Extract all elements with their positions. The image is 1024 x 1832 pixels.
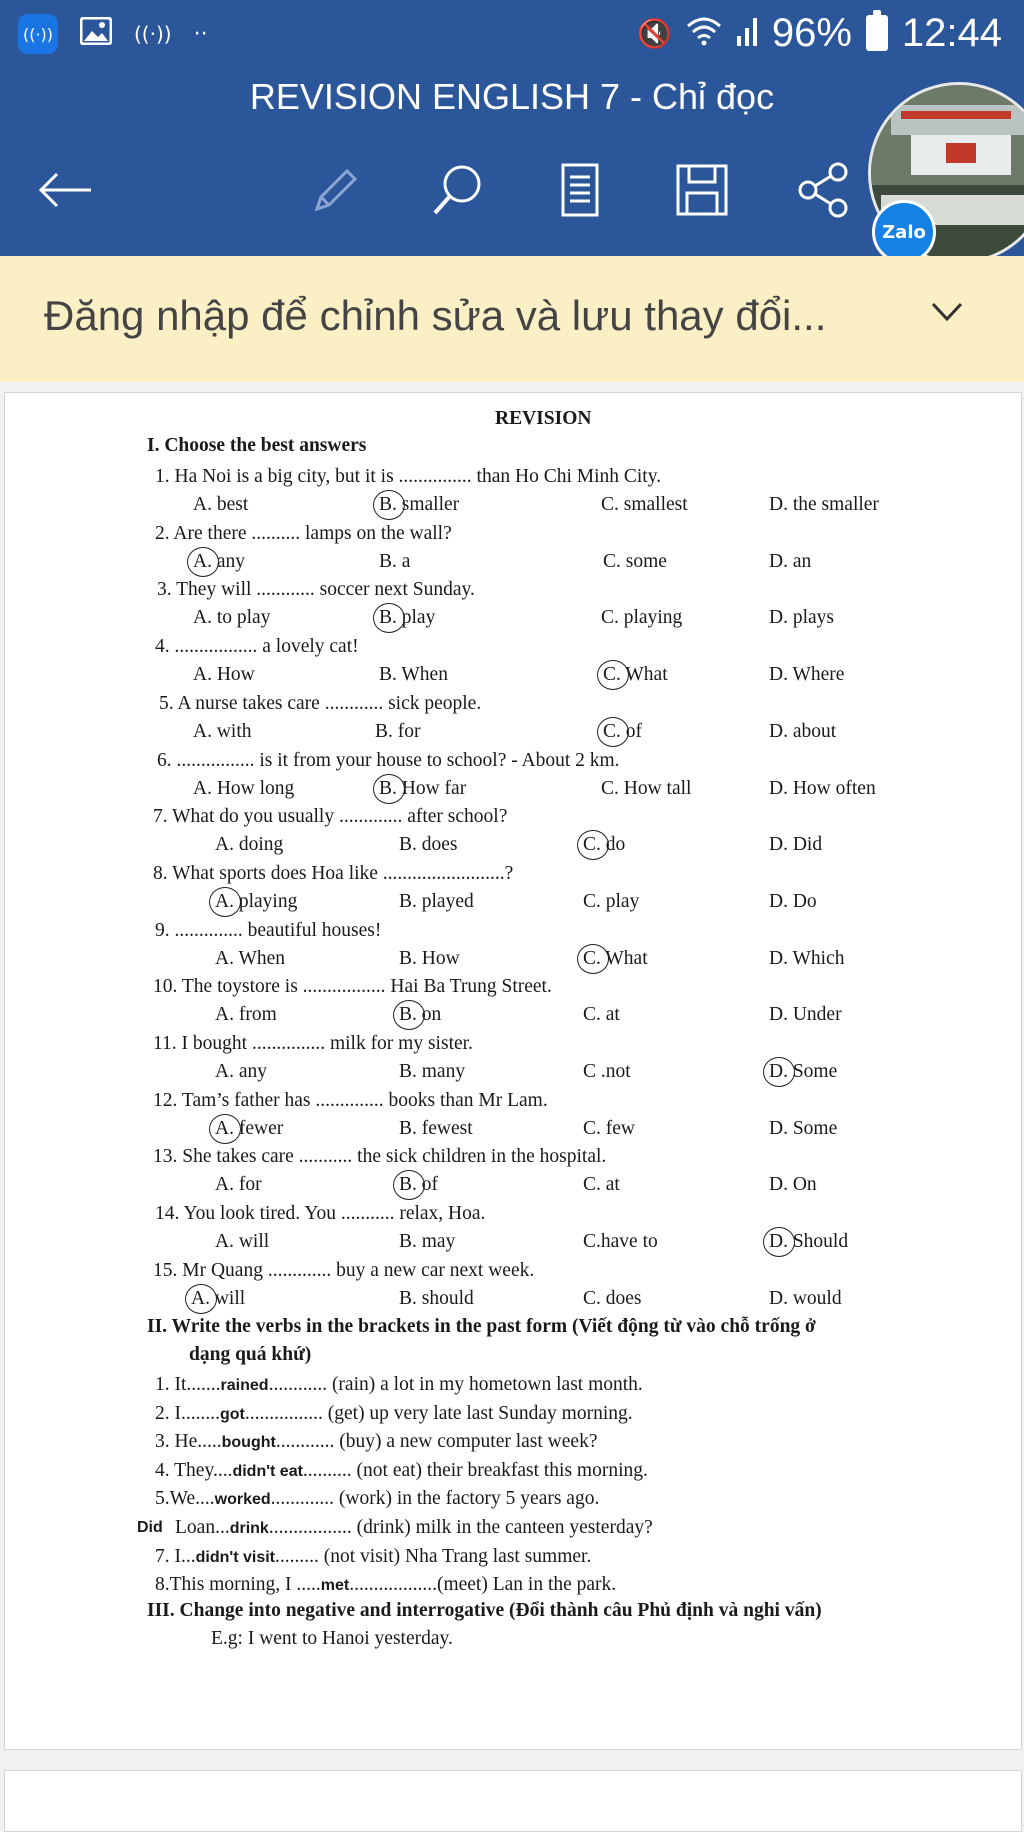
question-1-choice-d: D. the smaller (769, 494, 879, 515)
item-suffix: ................ (get) up very late last Sunday morning. (244, 1402, 633, 1424)
battery-icon (866, 15, 888, 51)
question-2-choice-a: A. any (193, 550, 245, 572)
question-4-choice-d: D. Where (769, 664, 845, 686)
question-6-choice-b: B. How far (379, 777, 467, 799)
question-6-choice-d: D. How often (769, 777, 876, 799)
question-3: 3. They will ............ soccer next Sunday. (157, 579, 475, 601)
question-9-choice-b: B. How (399, 947, 460, 969)
question-2: 2. Are there .......... lamps on the wall? (155, 522, 452, 544)
past-form-item-4 (155, 1459, 648, 1484)
question-6-choice-c: C. How tall (601, 777, 692, 799)
question-15-choice-d: D. would (769, 1287, 842, 1309)
question-4: 4. ................. a lovely cat! (155, 636, 359, 658)
answer-circle (577, 944, 609, 974)
question-1-choice-b: B. smaller (379, 494, 460, 515)
item-prefix: 3. He..... (155, 1431, 222, 1453)
question-13: 13. She takes care ........... the sick children in the hospital. (153, 1146, 607, 1168)
search-icon[interactable] (418, 150, 498, 230)
item-suffix: ......... (not visit) Nha Trang last summer. (274, 1545, 592, 1567)
answer-circle (209, 1114, 241, 1144)
item-prefix: 5.We.... (155, 1488, 215, 1510)
question-15-choice-c: C. does (583, 1287, 642, 1309)
question-1: 1. Ha Noi is a big city, but it is ............... than Ho Chi Minh City. (155, 466, 662, 487)
answer-circle (597, 660, 629, 690)
question-4-choice-a: A. How (193, 664, 255, 686)
question-7-choice-d: D. Did (769, 834, 823, 856)
past-form-item-3 (155, 1430, 597, 1455)
past-form-item-7 (155, 1545, 591, 1570)
question-13-choice-a: A. for (215, 1174, 262, 1196)
back-icon[interactable] (25, 150, 105, 230)
handwritten-did: Did (137, 1519, 163, 1536)
gallery-icon (80, 17, 112, 51)
question-7: 7. What do you usually ............. after school? (153, 806, 508, 828)
answer-circle (373, 774, 405, 804)
reading-view-icon[interactable] (540, 150, 620, 230)
question-12-choice-b: B. fewest (399, 1117, 473, 1139)
question-4-choice-c: C. What (603, 664, 668, 686)
question-14-choice-a: A. will (215, 1231, 270, 1253)
section-3-example: E.g: I went to Hanoi yesterday. (211, 1628, 453, 1649)
revision-title: REVISION (495, 408, 592, 429)
past-form-item-6 (175, 1516, 653, 1541)
answer-circle (185, 1284, 217, 1314)
answer-circle (763, 1227, 795, 1257)
item-prefix: 4. They.... (155, 1459, 233, 1481)
wifi-hotspot-app-icon: ((·)) (18, 14, 58, 54)
answer-circle (373, 490, 405, 520)
handwritten-answer: didn't visit (195, 1548, 275, 1566)
question-5: 5. A nurse takes care ............ sick people. (159, 692, 482, 714)
question-14-choice-c: C.have to (583, 1231, 658, 1253)
question-9: 9. .............. beautiful houses! (155, 919, 382, 941)
question-7-choice-b: B. does (399, 834, 458, 856)
question-3-choice-b: B. play (379, 607, 436, 629)
question-1-choice-a: A. best (193, 494, 249, 515)
question-9-choice-a: A. When (215, 947, 286, 969)
document-title: REVISION ENGLISH 7 - Chỉ đọc (249, 76, 775, 117)
handwritten-answer: worked (214, 1491, 271, 1509)
chevron-down-icon[interactable] (930, 300, 964, 328)
answer-circle (209, 887, 241, 917)
answer-circle (597, 717, 629, 747)
handwritten-answer: met (320, 1577, 350, 1595)
question-8-choice-d: D. Do (769, 890, 817, 912)
question-11: 11. I bought ............... milk for my sister. (153, 1033, 473, 1054)
question-2-choice-b: B. a (379, 550, 411, 572)
question-8-choice-a: A. playing (215, 890, 298, 912)
question-11-choice-d: D. Some (769, 1061, 838, 1082)
handwritten-answer: didn't eat (232, 1462, 303, 1480)
past-form-item-8 (155, 1573, 616, 1598)
question-5-choice-d: D. about (769, 720, 837, 742)
item-prefix: 1. It....... (155, 1374, 221, 1395)
question-13-choice-c: C. at (583, 1174, 620, 1196)
hotspot-icon: ((·)) (134, 22, 172, 46)
question-2-choice-c: C. some (603, 550, 667, 572)
edit-icon[interactable] (296, 150, 376, 230)
item-prefix: 7. I... (155, 1545, 196, 1567)
status-bar (0, 0, 1024, 70)
section-1-heading: I. Choose the best answers (147, 435, 367, 456)
item-prefix: Loan... (175, 1517, 230, 1538)
zalo-badge[interactable]: Zalo (872, 200, 936, 264)
question-10-choice-c: C. at (583, 1004, 620, 1026)
question-14-choice-b: B. may (399, 1231, 456, 1253)
question-12-choice-d: D. Some (769, 1117, 838, 1139)
question-8: 8. What sports does Hoa like .........................? (153, 862, 514, 884)
past-form-item-5 (155, 1487, 599, 1512)
past-form-item-1 (155, 1373, 643, 1398)
section-3-heading: III. Change into negative and interrogative (Đổi thành câu Phủ định và nghi vấn) (147, 1600, 822, 1621)
question-13-choice-d: D. On (769, 1174, 817, 1196)
question-10-choice-d: D. Under (769, 1004, 842, 1026)
question-4-choice-b: B. When (379, 664, 448, 686)
question-3-choice-c: C. playing (601, 607, 683, 629)
item-suffix: ............ (buy) a new computer last week? (275, 1431, 598, 1453)
question-13-choice-b: B. of (399, 1174, 438, 1196)
question-9-choice-c: C. What (583, 947, 648, 969)
item-suffix: ............. (work) in the factory 5 years ago. (270, 1488, 600, 1510)
question-3-choice-a: A. to play (193, 607, 271, 629)
item-prefix: 2. I........ (155, 1402, 220, 1424)
item-suffix: ................. (drink) milk in the canteen yesterday? (268, 1517, 653, 1538)
question-14-choice-d: D. Should (769, 1231, 849, 1253)
share-icon[interactable] (784, 150, 864, 230)
question-8-choice-c: C. play (583, 890, 640, 912)
question-12: 12. Tam’s father has .............. books than Mr Lam. (153, 1089, 548, 1111)
answer-circle (763, 1057, 795, 1087)
sign-in-banner-text: Đăng nhập để chỉnh sửa và lưu thay đổi... (44, 292, 827, 339)
handwritten-answer: rained (220, 1377, 269, 1394)
question-11-choice-c: C .not (583, 1061, 631, 1082)
signal-icon (736, 10, 758, 56)
question-12-choice-a: A. fewer (215, 1117, 284, 1139)
item-suffix: .......... (not eat) their breakfast this morning. (302, 1459, 648, 1481)
section-2-heading: II. Write the verbs in the brackets in the past form (Viết động từ vào chỗ trống ở (147, 1316, 816, 1337)
question-10-choice-a: A. from (215, 1004, 277, 1026)
handwritten-answer: drink (229, 1520, 269, 1537)
mute-icon: 🔇 (636, 16, 672, 50)
question-11-choice-a: A. any (215, 1061, 267, 1082)
wifi-icon (686, 10, 722, 56)
question-10-choice-b: B. on (399, 1004, 442, 1026)
question-6-choice-a: A. How long (193, 777, 295, 799)
question-12-choice-c: C. few (583, 1117, 635, 1139)
clock: 12:44 (901, 10, 1002, 55)
handwritten-answer: bought (221, 1434, 276, 1452)
question-15-choice-a: A. will (191, 1287, 246, 1309)
question-11-choice-b: B. many (399, 1061, 466, 1082)
question-10: 10. The toystore is ................. Hai Ba Trung Street. (153, 976, 552, 998)
section-2-heading-cont: dạng quá khứ) (189, 1344, 312, 1365)
question-7-choice-c: C. do (583, 834, 626, 856)
question-8-choice-b: B. played (399, 890, 474, 912)
battery-percent: 96% (771, 10, 852, 55)
question-5-choice-b: B. for (375, 720, 421, 742)
handwritten-answer: got (220, 1405, 245, 1423)
next-page (4, 1770, 1022, 1832)
question-6: 6. ................ is it from your house to school? - About 2 km. (157, 749, 620, 771)
question-7-choice-a: A. doing (215, 834, 284, 856)
answer-circle (187, 547, 219, 577)
question-15: 15. Mr Quang ............. buy a new car next week. (153, 1259, 535, 1281)
item-suffix: ..................(meet) Lan in the park. (349, 1574, 617, 1596)
past-form-item-2 (155, 1402, 633, 1427)
question-3-choice-d: D. plays (769, 607, 834, 629)
question-5-choice-a: A. with (193, 720, 252, 742)
sign-in-banner[interactable] (0, 256, 1024, 382)
question-9-choice-d: D. Which (769, 947, 845, 969)
save-icon[interactable] (662, 150, 742, 230)
document-page (4, 392, 1022, 1750)
question-2-choice-d: D. an (769, 550, 812, 572)
answer-circle (577, 830, 609, 860)
question-14: 14. You look tired. You ........... relax, Hoa. (155, 1203, 486, 1225)
question-15-choice-b: B. should (399, 1287, 474, 1309)
item-prefix: 8.This morning, I ..... (155, 1574, 321, 1596)
question-5-choice-c: C. of (603, 720, 642, 742)
question-1-choice-c: C. smallest (601, 494, 688, 515)
item-suffix: ............ (rain) a lot in my hometown last month. (268, 1374, 643, 1395)
more-dots-icon: ·· (193, 21, 208, 47)
